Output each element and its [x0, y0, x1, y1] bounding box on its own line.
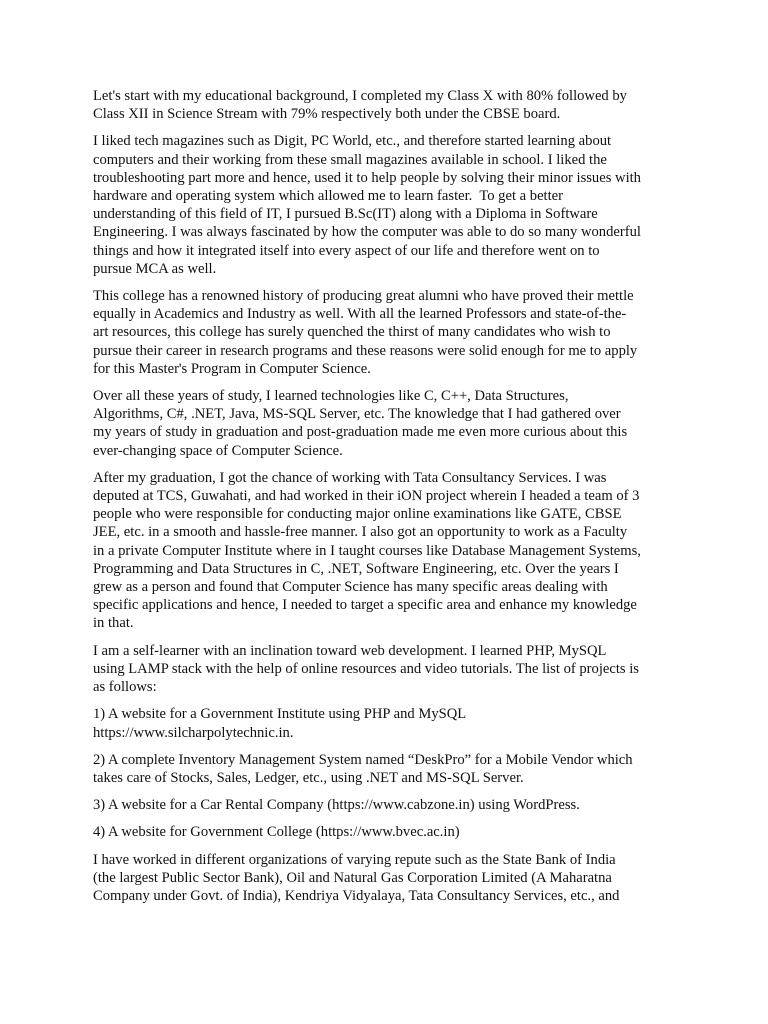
text-line: Engineering. I was always fascinated by how the computer was able to do so many wonderful: [93, 224, 641, 241]
text-line: Over all these years of study, I learned technologies like C, C++, Data Structures,: [93, 388, 569, 405]
text-line: deputed at TCS, Guwahati, and had worked in their iON project wherein I headed a team of 3: [93, 488, 640, 505]
paragraph-education: [93, 87, 683, 123]
text-line: takes care of Stocks, Sales, Ledger, etc., using .NET and MS-SQL Server.: [93, 769, 524, 786]
paragraph-college: [93, 287, 683, 378]
text-line: people who were responsible for conducting major online examinations like GATE, CBSE: [93, 506, 622, 523]
text-line: Programming and Data Structures in C, .NET, Software Engineering, etc. Over the years I: [93, 560, 619, 577]
text-line: my years of study in graduation and post-graduation made me even more curious about this: [93, 424, 628, 441]
document-body: [93, 87, 683, 914]
text-line: https://www.silcharpolytechnic.in.: [93, 724, 294, 741]
text-line: specific applications and hence, I needed to target a specific area and enhance my knowledge: [93, 597, 637, 614]
text-line: using LAMP stack with the help of online resources and video tutorials. The list of projects is: [93, 660, 639, 677]
text-line: troubleshooting part more and hence, used it to help people by solving their minor issues with: [93, 169, 641, 186]
text-line: 2) A complete Inventory Management System named “DeskPro” for a Mobile Vendor which: [93, 751, 633, 768]
text-line: equally in Academics and Industry as well. With all the learned Professors and state-of-the-: [93, 306, 627, 323]
paragraph-tech-interest: [93, 132, 683, 278]
list-item-project-4: [93, 823, 683, 841]
text-line: computers and their working from these small magazines available in school. I liked the: [93, 151, 607, 168]
text-line: JEE, etc. in a smooth and hassle-free manner. I also got an opportunity to work as a Faculty: [93, 524, 628, 541]
text-line: grew as a person and found that Computer Science has many specific areas dealing with: [93, 579, 608, 596]
text-line: as follows:: [93, 679, 157, 696]
text-line: understanding of this field of IT, I pursued B.Sc(IT) along with a Diploma in Software: [93, 206, 598, 223]
text-line: Algorithms, C#, .NET, Java, MS-SQL Server, etc. The knowledge that I had gathered over: [93, 406, 621, 423]
text-line: pursue MCA as well.: [93, 260, 217, 277]
text-line: After my graduation, I got the chance of working with Tata Consultancy Services. I was: [93, 469, 607, 486]
list-item-project-3: [93, 796, 683, 814]
text-line: I liked tech magazines such as Digit, PC World, etc., and therefore started learning about: [93, 133, 612, 150]
text-line: art resources, this college has surely quenched the thirst of many candidates who wish to: [93, 324, 611, 341]
text-line: Company under Govt. of India), Kendriya Vidyalaya, Tata Consultancy Services, etc., and: [93, 887, 620, 904]
text-line: in that.: [93, 615, 134, 632]
text-line: I am a self-learner with an inclination toward web development. I learned PHP, MySQL: [93, 642, 607, 659]
text-line: hardware and operating system which allowed me to learn faster. To get a better: [93, 188, 563, 205]
text-line: 1) A website for a Government Institute using PHP and MySQL: [93, 706, 467, 723]
text-line: I have worked in different organizations of varying repute such as the State Bank of India: [93, 851, 616, 868]
paragraph-technologies: [93, 387, 683, 460]
text-line: This college has a renowned history of producing great alumni who have proved their mettle: [93, 288, 634, 305]
text-line: Class XII in Science Stream with 79% respectively both under the CBSE board.: [93, 106, 561, 123]
text-line: things and how it integrated itself into every aspect of our life and therefore went on to: [93, 242, 600, 259]
paragraph-work-experience: [93, 469, 683, 633]
text-line: for this Master's Program in Computer Science.: [93, 360, 371, 377]
paragraph-organizations: [93, 851, 683, 906]
text-line: (the largest Public Sector Bank), Oil and Natural Gas Corporation Limited (A Maharatna: [93, 869, 612, 886]
paragraph-self-learning: [93, 642, 683, 697]
text-line: in a private Computer Institute where in I taught courses like Database Management Systems,: [93, 542, 641, 559]
text-line: ever-changing space of Computer Science.: [93, 442, 343, 459]
list-item-project-1: [93, 705, 683, 741]
text-line: Let's start with my educational background, I completed my Class X with 80% followed by: [93, 88, 627, 104]
text-line: pursue their career in research programs and these reasons were solid enough for me to apply: [93, 342, 638, 359]
text-line: 3) A website for a Car Rental Company (https://www.cabzone.in) using WordPress.: [93, 797, 580, 814]
text-line: 4) A website for Government College (https://www.bvec.ac.in): [93, 824, 460, 841]
list-item-project-2: [93, 751, 683, 787]
